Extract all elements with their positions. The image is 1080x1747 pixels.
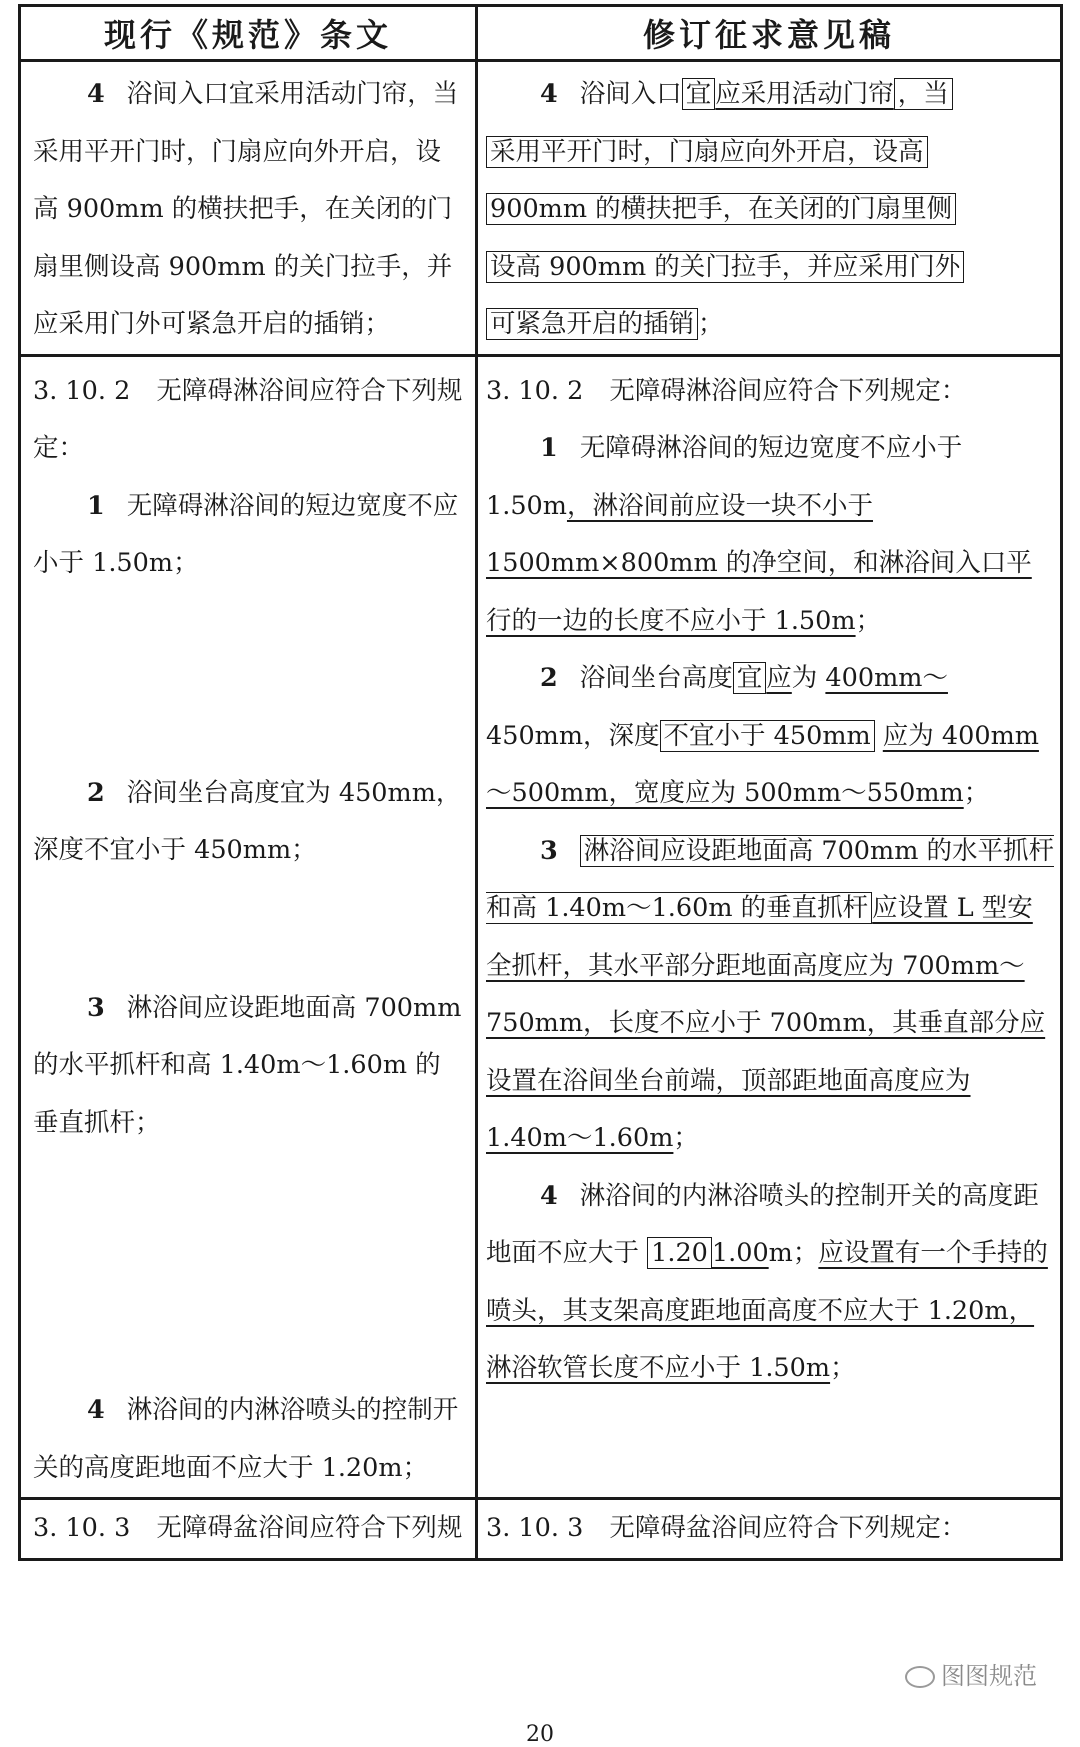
header-current-code: 现行《规范》条文: [20, 6, 477, 61]
added-text: 应设置 L 型安全抓杆，其水平部分距地面高度应为 700mm～750mm，长度不应小于 700mm，其垂直部分应设置在浴间坐台前端，顶部距地面高度应为 1.40m～1.60m: [486, 893, 1046, 1153]
added-text: 应: [766, 663, 792, 693]
draft-cell-3-10-3: [477, 1499, 1062, 1560]
table-row: [20, 355, 1062, 1499]
list-item: 3 淋浴间应设距地面高 700mm 的水平抓杆和高 1.40m～1.60m 的垂直抓杆；: [33, 992, 462, 1138]
current-cell-3-10-3: [20, 1499, 477, 1560]
table-row: [20, 1499, 1062, 1560]
section-heading: 3. 10. 3 无障碍盆浴间应符合下列规: [33, 1513, 463, 1543]
added-text: 应设置有一个手持的喷头，其支架高度距地面高度不应大于 1.20m，淋浴软管长度不应小于 1.50m: [486, 1238, 1048, 1383]
document-page: [18, 4, 1060, 1561]
comparison-table: [18, 4, 1063, 1561]
deleted-box: 宜: [733, 662, 767, 694]
deleted-box: 宜: [682, 78, 716, 110]
list-item: 4 淋浴间的内淋浴喷头的控制开关的高度距地面不应大于 1.20m；: [33, 1395, 459, 1483]
list-item: 2 浴间坐台高度 宜 应为 400mm～450mm，深度 不宜小于 450mm 应为 400mm～500mm，宽度应为 500mm～550mm；: [486, 663, 1039, 808]
section-heading: 3. 10. 2 无障碍淋浴间应符合下列规定：: [33, 375, 463, 463]
page-number: 20: [526, 1722, 554, 1747]
header-revision-draft: 修订征求意见稿: [477, 6, 1062, 61]
deleted-box: 1.20: [647, 1237, 712, 1269]
added-text: 1.00: [711, 1238, 769, 1268]
watermark: 图图规范: [905, 1656, 1037, 1691]
list-item: 4 淋浴间的内淋浴喷头的控制开关的高度距地面不应大于 1.20 1.00m；应设置有一个手持的喷头，其支架高度距地面高度不应大于 1.20m，淋浴软管长度不应小于 1.50m；: [486, 1180, 1048, 1383]
clause-text: 4 浴间入口宜采用活动门帘，当采用平开门时，门扇应向外开启，设高 900mm 的横扶把手，在关闭的门扇里侧设高 900mm 的关门拉手，并应采用门外可紧急开启的插销；: [33, 79, 459, 339]
section-heading: 3. 10. 3 无障碍盆浴间应符合下列规定：: [486, 1513, 967, 1543]
table-header-row: [20, 6, 1062, 61]
current-cell-4: [20, 61, 477, 356]
list-item: 1 无障碍淋浴间的短边宽度不应小于 1.50m，淋浴间前应设一块不小于 1500mm×800mm 的净空间，和淋浴间入口平行的一边的长度不应小于 1.50m；: [486, 433, 1032, 636]
deleted-box: 淋浴间应设距地面高 700mm 的水平抓杆和高 1.40m～1.60m 的垂直抓杆: [486, 835, 1054, 923]
draft-cell-4: [477, 61, 1062, 356]
added-text: ，淋浴间前应设一块不小于 1500mm×800mm 的净空间，和淋浴间入口平行的一边的长度不应小于 1.50m: [486, 490, 1032, 636]
list-item: 3 淋浴间应设距地面高 700mm 的水平抓杆和高 1.40m～1.60m 的垂直抓杆 应设置 L 型安全抓杆，其水平部分距地面高度应为 700mm～750mm，长度不应小于 700mm，其垂直部分应设置在浴间坐台前端，顶部距地面高度应为 1.40m～1.60m；: [486, 835, 1054, 1153]
list-item: 1 无障碍淋浴间的短边宽度不应小于 1.50m；: [33, 490, 459, 578]
list-item: 2 浴间坐台高度宜为 450mm，深度不宜小于 450mm；: [33, 777, 462, 865]
draft-cell-3-10-2: [477, 355, 1062, 1499]
table-row: [20, 61, 1062, 356]
wechat-icon: [905, 1666, 935, 1688]
current-cell-3-10-2: [20, 355, 477, 1499]
section-heading: 3. 10. 2 无障碍淋浴间应符合下列规定：: [486, 375, 967, 406]
deleted-box: 不宜小于 450mm: [660, 720, 875, 752]
clause-text: 4 浴间入口 宜 应采用活动门帘 ，当 采用平开门时，门扇应向外开启，设高 900mm 的横扶把手，在关闭的门扇里侧 设高 900mm 的关门拉手，并应采用门外 可紧急开启的插销 ；: [486, 66, 1056, 354]
added-text: 应为 400mm～500mm，宽度应为 500mm～550mm: [486, 720, 1039, 808]
